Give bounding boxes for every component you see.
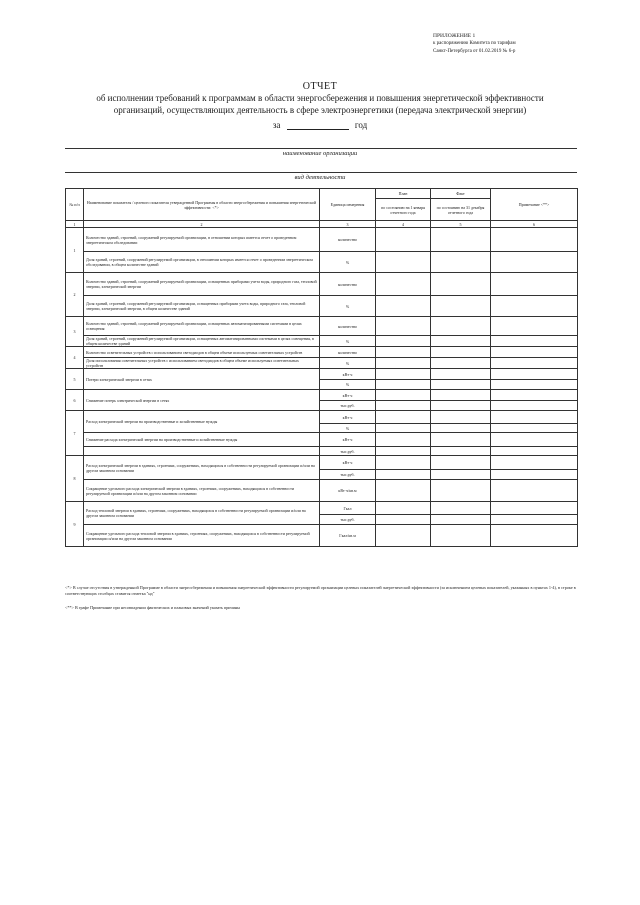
indicator-name — [84, 447, 320, 456]
col-number: 6 — [491, 221, 578, 228]
unit-cell: тыс.руб. — [320, 515, 376, 525]
plan-value-cell[interactable] — [376, 470, 431, 480]
indicator-name: Сокращение удельного расхода тепловой энергии в зданиях, строениях, сооружениях, находящихся в собственности регулируемой организации и/или на другом законном основании — [84, 525, 320, 547]
plan-value-cell[interactable] — [376, 424, 431, 433]
footnote-1: <*> В случае отсутствия в утвержденной Программе в области энергосбережения и повышения энергетической эффективности регулируемой организации целевых показателей энергетической эффективности (за исключением целевых показателей, указанных в пунктах 1-4), в строке в соответствующих столбцах ставится отметка "нд" — [65, 585, 576, 596]
fact-value-cell[interactable] — [431, 480, 491, 502]
header-unit: Единица измерения — [320, 189, 376, 221]
plan-value-cell[interactable] — [376, 525, 431, 547]
table-row — [66, 296, 578, 317]
plan-value-cell[interactable] — [376, 447, 431, 456]
indicator-name: Доля зданий, строений, сооружений регулируемой организации, оснащенных приборами учета воды, природного газа, тепловой энергии, электрической энергии, в общем количестве зданий — [84, 296, 320, 317]
indicator-name: Доля использования осветительных устройств с использованием светодиодов в общем объеме используемых осветительных устройств — [84, 358, 320, 369]
appendix-title: ПРИЛОЖЕНИЕ 1 — [433, 33, 476, 39]
fact-value-cell[interactable] — [431, 424, 491, 433]
header-plan-group: План — [376, 189, 431, 199]
fact-value-cell[interactable] — [431, 252, 491, 273]
activity-caption: вид деятельности — [294, 174, 346, 181]
note-cell[interactable] — [491, 336, 578, 347]
unit-cell: тыс.руб. — [320, 470, 376, 480]
unit-cell: тыс.руб. — [320, 447, 376, 456]
indicator-name: Сокращение удельного расхода электрической энергии в зданиях, строениях, сооружениях, находящихся в собственности регулируемой организации и/или на другом законном основании — [84, 480, 320, 502]
note-cell[interactable] — [491, 480, 578, 502]
row-number: 8 — [66, 456, 84, 502]
plan-value-cell[interactable] — [376, 228, 431, 252]
note-cell[interactable] — [491, 470, 578, 480]
col-number: 4 — [376, 221, 431, 228]
plan-value-cell[interactable] — [376, 336, 431, 347]
fact-value-cell[interactable] — [431, 369, 491, 380]
unit-cell: кВт·ч — [320, 411, 376, 424]
year-suffix: год — [354, 120, 368, 130]
year-blank-field[interactable] — [287, 120, 349, 130]
fact-value-cell[interactable] — [431, 336, 491, 347]
plan-value-cell[interactable] — [376, 390, 431, 401]
note-cell[interactable] — [491, 273, 578, 296]
unit-cell: % — [320, 380, 376, 390]
header-note: Примечание <**> — [491, 189, 578, 221]
appendix-line-2: Санкт-Петербурга от 01.02.2019 № 6-р — [433, 49, 516, 54]
indicator-name: Доля зданий, строений, сооружений регулируемой организации, оснащенных автоматизированными системами в целях освещения, в общем количестве зданий — [84, 336, 320, 347]
row-number: 3 — [66, 317, 84, 347]
table-body — [66, 228, 578, 547]
row-number: 2 — [66, 273, 84, 317]
table-row — [66, 273, 578, 296]
unit-cell: тыс.руб. — [320, 401, 376, 411]
activity-line[interactable] — [65, 172, 577, 173]
report-table — [65, 188, 578, 547]
fact-value-cell[interactable] — [431, 347, 491, 358]
indicator-name: Расход тепловой энергии в зданиях, строениях, сооружениях, находящихся в собственности регулируемой организации и/или на другом законном основании — [84, 502, 320, 525]
unit-cell: кВт·ч — [320, 369, 376, 380]
report-year-line — [0, 120, 640, 130]
table-row — [66, 480, 578, 502]
fact-value-cell[interactable] — [431, 525, 491, 547]
indicator-name: Снижение потерь электрической энергии в сетях — [84, 390, 320, 411]
fact-value-cell[interactable] — [431, 502, 491, 515]
unit-cell: % — [320, 252, 376, 273]
note-cell[interactable] — [491, 424, 578, 433]
unit-cell: кВт·ч — [320, 456, 376, 470]
row-number: 9 — [66, 502, 84, 547]
row-number: 7 — [66, 411, 84, 456]
row-number: 6 — [66, 390, 84, 411]
fact-value-cell[interactable] — [431, 433, 491, 447]
table-row — [66, 411, 578, 424]
plan-value-cell[interactable] — [376, 252, 431, 273]
plan-value-cell[interactable] — [376, 380, 431, 390]
row-number: 1 — [66, 228, 84, 273]
plan-value-cell[interactable] — [376, 317, 431, 336]
year-prefix: за — [272, 120, 281, 130]
note-cell[interactable] — [491, 515, 578, 525]
note-cell[interactable] — [491, 456, 578, 470]
appendix-block — [433, 32, 608, 56]
unit-cell: Гкал/кв.м — [320, 525, 376, 547]
unit-cell: % — [320, 336, 376, 347]
appendix-line-1: к распоряжению Комитета по тарифам — [433, 41, 516, 46]
fact-value-cell[interactable] — [431, 380, 491, 390]
report-subtitle-2: организаций, осуществляющих деятельность в сфере электроэнергетики (передача электрической энергии) — [113, 105, 527, 115]
table-row — [66, 447, 578, 456]
column-numbers-row — [66, 221, 578, 228]
fact-value-cell[interactable] — [431, 273, 491, 296]
table-row — [66, 433, 578, 447]
table-row — [66, 252, 578, 273]
plan-value-cell[interactable] — [376, 480, 431, 502]
plan-value-cell[interactable] — [376, 369, 431, 380]
fact-value-cell[interactable] — [431, 515, 491, 525]
col-number: 3 — [320, 221, 376, 228]
header-name: Наименование показателя / целевого показателя утвержденной Программы в области энергосбережения и повышения энергетической эффективности: <*> — [84, 189, 320, 221]
indicator-name: Количество зданий, строений, сооружений регулируемой организации, оснащенных приборами учета воды, природного газа, тепловой энергии, электрической энергии — [84, 273, 320, 296]
plan-value-cell[interactable] — [376, 273, 431, 296]
plan-value-cell[interactable] — [376, 515, 431, 525]
indicator-name: Потери электрической энергии в сетях — [84, 369, 320, 390]
unit-cell: количество — [320, 317, 376, 336]
plan-value-cell[interactable] — [376, 347, 431, 358]
note-cell[interactable] — [491, 369, 578, 380]
report-subtitle-1: об исполнении требований к программам в области энергосбережения и повышения энергетической эффективности — [96, 93, 544, 103]
note-cell[interactable] — [491, 433, 578, 447]
note-cell[interactable] — [491, 228, 578, 252]
header-fact: по состоянию на 31 декабря отчетного года — [431, 199, 491, 221]
unit-cell: % — [320, 358, 376, 369]
col-number: 2 — [84, 221, 320, 228]
note-cell[interactable] — [491, 411, 578, 424]
organization-caption: наименование организации — [282, 150, 358, 157]
note-cell[interactable] — [491, 502, 578, 515]
table-header-group-row — [66, 189, 578, 199]
note-cell[interactable] — [491, 390, 578, 401]
footnote-2: <**> В графе Примечание при несовпадении фактических и плановых значений указать причины — [65, 605, 240, 610]
indicator-name: Количество зданий, строений, сооружений регулируемой организации, оснащенных автоматизированными системами в целях освещения — [84, 317, 320, 336]
note-cell[interactable] — [491, 252, 578, 273]
row-number: 5 — [66, 369, 84, 390]
report-title: ОТЧЕТ — [302, 81, 338, 92]
note-cell[interactable] — [491, 317, 578, 336]
table-row — [66, 502, 578, 515]
note-cell[interactable] — [491, 525, 578, 547]
unit-cell: количество — [320, 273, 376, 296]
plan-value-cell[interactable] — [376, 296, 431, 317]
table-row — [66, 456, 578, 470]
fact-value-cell[interactable] — [431, 317, 491, 336]
plan-value-cell[interactable] — [376, 358, 431, 369]
table-row — [66, 525, 578, 547]
indicator-name: Расход электрической энергии в зданиях, строениях, сооружениях, находящихся в собственности регулируемой организации и/или на другом законном основании — [84, 456, 320, 480]
col-number: 1 — [66, 221, 84, 228]
plan-value-cell[interactable] — [376, 456, 431, 470]
table-row — [66, 317, 578, 336]
note-cell[interactable] — [491, 358, 578, 369]
table-row — [66, 369, 578, 380]
indicator-name: Снижение расхода электрической энергии на производственные и хозяйственные нужды — [84, 433, 320, 447]
col-number: 5 — [431, 221, 491, 228]
table-row — [66, 390, 578, 401]
unit-cell: Гкал — [320, 502, 376, 515]
fact-value-cell[interactable] — [431, 401, 491, 411]
row-number: 4 — [66, 347, 84, 369]
unit-cell: кВт·ч/кв.м — [320, 480, 376, 502]
fact-value-cell[interactable] — [431, 447, 491, 456]
fact-value-cell[interactable] — [431, 411, 491, 424]
unit-cell: кВт·ч — [320, 390, 376, 401]
header-plan: по состоянию на 1 января отчетного года — [376, 199, 431, 221]
table-row — [66, 358, 578, 369]
table-row — [66, 228, 578, 252]
note-cell[interactable] — [491, 296, 578, 317]
fact-value-cell[interactable] — [431, 470, 491, 480]
fact-value-cell[interactable] — [431, 296, 491, 317]
plan-value-cell[interactable] — [376, 502, 431, 515]
note-cell[interactable] — [491, 401, 578, 411]
fact-value-cell[interactable] — [431, 358, 491, 369]
indicator-name: Доля зданий, строений, сооружений регулируемой организации, в отношении которых имеется отчет о проведенном энергетическом обследовании, в общем количестве зданий — [84, 252, 320, 273]
note-cell[interactable] — [491, 380, 578, 390]
unit-cell: % — [320, 424, 376, 433]
indicator-name: Количество зданий, строений, сооружений регулируемой организации, в отношении которых имеется отчет о проведенном энергетическом обследовании — [84, 228, 320, 252]
unit-cell: % — [320, 296, 376, 317]
organization-name-line[interactable] — [65, 148, 577, 149]
table-row — [66, 347, 578, 358]
unit-cell: количество — [320, 228, 376, 252]
note-cell[interactable] — [491, 447, 578, 456]
indicator-name: Количество осветительных устройств с использованием светодиодов в общем объеме используемых осветительных устройств — [84, 347, 320, 358]
fact-value-cell[interactable] — [431, 228, 491, 252]
plan-value-cell[interactable] — [376, 433, 431, 447]
indicator-name: Расход электрической энергии на производственные и хозяйственные нужды — [84, 411, 320, 433]
header-num: № п/п — [66, 189, 84, 221]
plan-value-cell[interactable] — [376, 401, 431, 411]
fact-value-cell[interactable] — [431, 456, 491, 470]
unit-cell: кВт·ч — [320, 433, 376, 447]
plan-value-cell[interactable] — [376, 411, 431, 424]
table-row — [66, 336, 578, 347]
fact-value-cell[interactable] — [431, 390, 491, 401]
note-cell[interactable] — [491, 347, 578, 358]
header-fact-group: Факт — [431, 189, 491, 199]
unit-cell: количество — [320, 347, 376, 358]
